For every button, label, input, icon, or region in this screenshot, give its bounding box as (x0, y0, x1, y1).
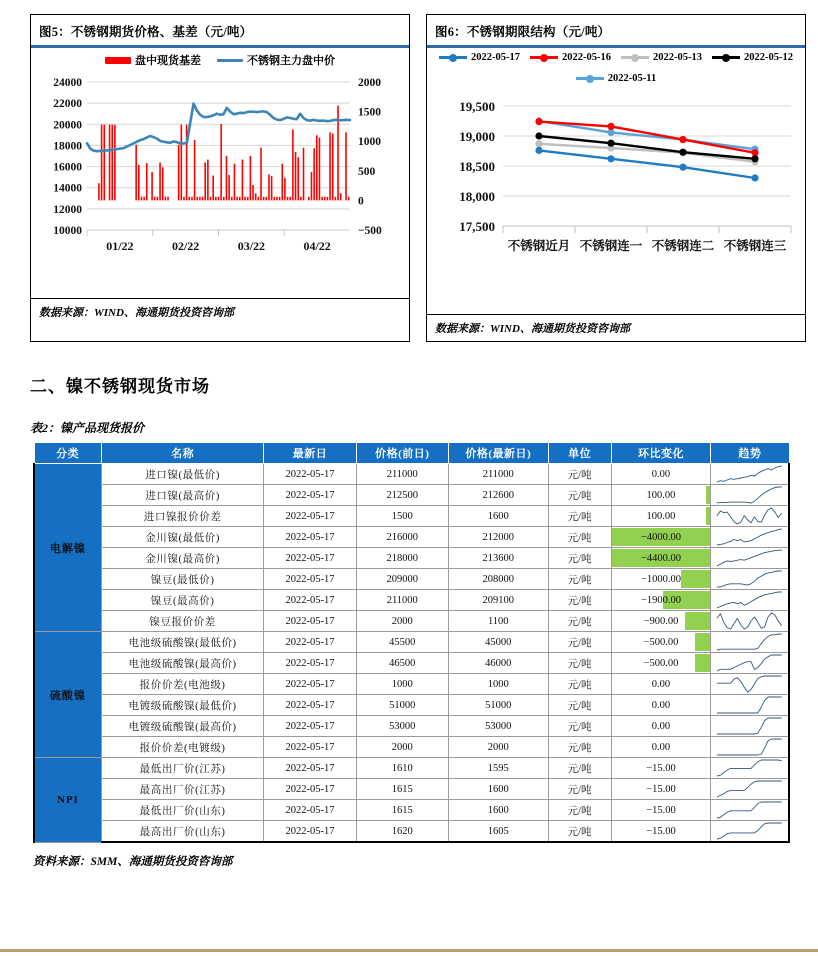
table-header-0: 分类 (34, 443, 101, 464)
row-change-value: −500.00 (643, 636, 679, 648)
x-axis-tick: 01/22 (106, 239, 134, 253)
y-axis-left-tick: 12000 (53, 203, 82, 216)
legend-item-2022-05-16 (530, 52, 611, 63)
x-axis-category: 不锈钢连二 (651, 239, 715, 253)
legend-item-2022-05-12 (712, 52, 793, 63)
row-change (611, 506, 711, 527)
row-date: 2022-05-17 (264, 695, 356, 716)
row-name: 报价价差(电池级) (101, 674, 264, 695)
row-unit: 元/吨 (548, 737, 611, 758)
table-row (34, 485, 789, 506)
row-price-prev: 1615 (356, 779, 448, 800)
series-point-2022-05-12 (751, 155, 758, 162)
sparkline-svg (715, 716, 784, 736)
row-trend-sparkline (711, 569, 789, 590)
row-unit: 元/吨 (548, 779, 611, 800)
legend-label-2022-05-12: 2022-05-12 (744, 52, 793, 63)
row-price-prev: 209000 (356, 569, 448, 590)
y-axis-tick: 18,000 (459, 189, 495, 204)
row-change (611, 590, 711, 611)
table-header-4: 价格(最新日) (448, 443, 548, 464)
legend-marker-2022-05-12 (712, 53, 740, 62)
change-databar (706, 507, 710, 525)
sparkline-svg (715, 737, 784, 757)
row-trend-sparkline (711, 779, 789, 800)
row-price-latest: 46000 (448, 653, 548, 674)
row-name: 电池级硫酸镍(最低价) (101, 632, 264, 653)
legend-item-2022-05-11 (576, 73, 656, 84)
series-point-2022-05-17 (535, 147, 542, 154)
row-date: 2022-05-17 (264, 548, 356, 569)
row-unit: 元/吨 (548, 800, 611, 821)
legend-label-2022-05-16: 2022-05-16 (562, 52, 611, 63)
row-price-prev: 53000 (356, 716, 448, 737)
table-row (34, 506, 789, 527)
row-trend-sparkline (711, 611, 789, 632)
table-row (34, 632, 789, 653)
table-row (34, 758, 789, 779)
row-change (611, 800, 711, 821)
x-axis-category: 不锈钢连三 (723, 239, 787, 253)
row-price-prev: 46500 (356, 653, 448, 674)
table-row (34, 653, 789, 674)
sparkline-svg (715, 632, 784, 652)
row-name: 报价价差(电镀级) (101, 737, 264, 758)
row-price-latest: 1000 (448, 674, 548, 695)
table-header-5: 单位 (548, 443, 611, 464)
change-databar (695, 633, 711, 651)
y-axis-right-tick: 2000 (358, 77, 381, 89)
x-axis-tick: 04/22 (303, 239, 331, 253)
series-point-2022-05-17 (679, 164, 686, 171)
row-unit: 元/吨 (548, 569, 611, 590)
table-header-6: 环比变化 (611, 443, 711, 464)
row-date: 2022-05-17 (264, 506, 356, 527)
row-trend-sparkline (711, 737, 789, 758)
legend-marker-2022-05-13 (621, 53, 649, 62)
sparkline-svg (715, 674, 784, 694)
row-date: 2022-05-17 (264, 653, 356, 674)
figure6-title: 图6：不锈钢期限结构（元/吨） (435, 25, 611, 39)
row-change-value: 0.00 (651, 720, 671, 732)
legend-label-basis: 盘中现货基差 (135, 55, 201, 67)
row-change (611, 779, 711, 800)
legend-label-price: 不锈钢主力盘中价 (247, 55, 335, 67)
sparkline-svg (715, 758, 784, 778)
sparkline-svg (715, 821, 784, 841)
row-price-latest: 213600 (448, 548, 548, 569)
row-price-latest: 51000 (448, 695, 548, 716)
sparkline-svg (715, 653, 784, 673)
sparkline-svg (715, 485, 784, 505)
row-price-prev: 2000 (356, 737, 448, 758)
row-change (611, 611, 711, 632)
row-price-prev: 45500 (356, 632, 448, 653)
row-date: 2022-05-17 (264, 779, 356, 800)
row-price-latest: 1605 (448, 821, 548, 843)
row-price-prev: 2000 (356, 611, 448, 632)
row-change (611, 821, 711, 843)
row-trend-sparkline (711, 674, 789, 695)
sparkline-svg (715, 695, 784, 715)
series-point-2022-05-12 (607, 140, 614, 147)
row-change (611, 485, 711, 506)
row-trend-sparkline (711, 590, 789, 611)
row-date: 2022-05-17 (264, 485, 356, 506)
legend-label-2022-05-11: 2022-05-11 (607, 73, 657, 84)
table-row (34, 716, 789, 737)
figure5-title: 图5：不锈钢期货价格、基差（元/吨） (39, 25, 253, 39)
row-price-prev: 212500 (356, 485, 448, 506)
row-change-value: 0.00 (651, 678, 671, 690)
row-change-value: −15.00 (646, 762, 676, 774)
row-price-latest: 211000 (448, 464, 548, 485)
legend-swatch-price (217, 59, 243, 62)
row-date: 2022-05-17 (264, 569, 356, 590)
series-point-2022-05-12 (679, 149, 686, 156)
row-change-value: 0.00 (651, 468, 671, 480)
row-price-latest: 209100 (448, 590, 548, 611)
row-change-value: 100.00 (646, 489, 676, 501)
row-price-prev: 1500 (356, 506, 448, 527)
figure5-svg (35, 74, 407, 274)
row-unit: 元/吨 (548, 611, 611, 632)
row-unit: 元/吨 (548, 716, 611, 737)
y-axis-tick: 18,500 (459, 159, 495, 174)
row-change (611, 653, 711, 674)
row-price-prev: 51000 (356, 695, 448, 716)
main-price-line (87, 104, 350, 152)
table-header-1: 名称 (101, 443, 264, 464)
table-body (34, 464, 789, 843)
row-change (611, 758, 711, 779)
table-header-row (34, 443, 789, 464)
sparkline-svg (715, 611, 784, 631)
legend-label-2022-05-17: 2022-05-17 (471, 52, 520, 63)
row-change (611, 716, 711, 737)
change-databar (706, 486, 710, 504)
row-unit: 元/吨 (548, 485, 611, 506)
row-price-latest: 53000 (448, 716, 548, 737)
row-price-prev: 216000 (356, 527, 448, 548)
row-name: 电镀级硫酸镍(最高价) (101, 716, 264, 737)
table-header-2: 最新日 (264, 443, 356, 464)
row-date: 2022-05-17 (264, 758, 356, 779)
row-trend-sparkline (711, 506, 789, 527)
row-trend-sparkline (711, 548, 789, 569)
row-price-latest: 208000 (448, 569, 548, 590)
y-axis-left-tick: 24000 (53, 77, 82, 89)
row-date: 2022-05-17 (264, 737, 356, 758)
figure6-legend (427, 48, 805, 86)
row-price-latest: 1595 (448, 758, 548, 779)
row-unit: 元/吨 (548, 548, 611, 569)
row-date: 2022-05-17 (264, 821, 356, 843)
series-point-2022-05-12 (535, 132, 542, 139)
change-databar (685, 612, 711, 630)
legend-item-basis (105, 52, 201, 68)
y-axis-right-tick: 500 (358, 165, 376, 178)
row-trend-sparkline (711, 464, 789, 485)
row-unit: 元/吨 (548, 506, 611, 527)
row-unit: 元/吨 (548, 590, 611, 611)
legend-label-2022-05-13: 2022-05-13 (653, 52, 702, 63)
figure6-panel (426, 14, 806, 342)
row-name: 金川镍(最高价) (101, 548, 264, 569)
y-axis-right-tick: −500 (358, 225, 382, 237)
series-point-2022-05-13 (535, 140, 542, 147)
row-change-value: 0.00 (651, 741, 671, 753)
x-axis-category: 不锈钢连一 (579, 239, 643, 253)
table-row (34, 674, 789, 695)
row-date: 2022-05-17 (264, 674, 356, 695)
row-unit: 元/吨 (548, 674, 611, 695)
row-date: 2022-05-17 (264, 590, 356, 611)
y-axis-right-tick: 0 (358, 195, 364, 208)
row-name: 进口镍(最高价) (101, 485, 264, 506)
figure6-plot (427, 86, 805, 314)
section-heading: 二、镍不锈钢现货市场 (30, 377, 210, 396)
row-date: 2022-05-17 (264, 716, 356, 737)
x-axis-category: 不锈钢近月 (507, 239, 571, 253)
row-name: 金川镍(最低价) (101, 527, 264, 548)
figure6-source: 数据来源：WIND、海通期货投资咨询部 (427, 314, 805, 341)
table-header-7: 趋势 (711, 443, 789, 464)
row-trend-sparkline (711, 716, 789, 737)
table-row (34, 800, 789, 821)
row-name: 最高出厂价(江苏) (101, 779, 264, 800)
table-row (34, 737, 789, 758)
y-axis-left-tick: 20000 (53, 119, 82, 132)
table-row (34, 611, 789, 632)
sparkline-svg (715, 590, 784, 610)
table-row (34, 695, 789, 716)
series-point-2022-05-16 (535, 118, 542, 125)
row-price-latest: 45000 (448, 632, 548, 653)
table-row (34, 548, 789, 569)
row-unit: 元/吨 (548, 464, 611, 485)
row-trend-sparkline (711, 653, 789, 674)
row-change (611, 569, 711, 590)
row-change (611, 464, 711, 485)
row-unit: 元/吨 (548, 695, 611, 716)
row-change-value: −900.00 (643, 615, 679, 627)
legend-item-price (217, 52, 335, 68)
row-name: 镍豆报价价差 (101, 611, 264, 632)
row-price-prev: 218000 (356, 548, 448, 569)
row-trend-sparkline (711, 800, 789, 821)
sparkline-svg (715, 506, 784, 526)
series-point-2022-05-16 (679, 136, 686, 143)
row-date: 2022-05-17 (264, 527, 356, 548)
row-change (611, 737, 711, 758)
row-trend-sparkline (711, 485, 789, 506)
row-name: 进口镍(最低价) (101, 464, 264, 485)
row-name: 电池级硫酸镍(最高价) (101, 653, 264, 674)
y-axis-left-tick: 22000 (53, 98, 82, 111)
table-source: 资料来源：SMM、海通期货投资咨询部 (33, 856, 233, 868)
figure5-source: 数据来源：WIND、海通期货投资咨询部 (31, 298, 409, 325)
legend-marker-2022-05-17 (439, 53, 467, 62)
row-change-value: −15.00 (646, 825, 676, 837)
sparkline-svg (715, 779, 784, 799)
y-axis-tick: 19,000 (459, 129, 495, 144)
legend-item-2022-05-13 (621, 52, 702, 63)
series-point-2022-05-17 (607, 155, 614, 162)
row-change (611, 527, 711, 548)
row-name: 镍豆(最高价) (101, 590, 264, 611)
row-name: 最高出厂价(山东) (101, 821, 264, 843)
row-date: 2022-05-17 (264, 632, 356, 653)
row-change-value: −1000.00 (640, 573, 681, 585)
row-name: 最低出厂价(山东) (101, 800, 264, 821)
figure5-panel (30, 14, 410, 342)
row-change (611, 548, 711, 569)
change-databar (695, 654, 711, 672)
page-bottom-rule (0, 949, 818, 952)
row-trend-sparkline (711, 632, 789, 653)
sparkline-svg (715, 800, 784, 820)
legend-swatch-basis (105, 57, 131, 64)
row-price-prev: 1000 (356, 674, 448, 695)
change-databar (681, 570, 711, 588)
row-price-latest: 212600 (448, 485, 548, 506)
series-point-2022-05-17 (751, 174, 758, 181)
table-row (34, 821, 789, 843)
table-row (34, 779, 789, 800)
row-change (611, 695, 711, 716)
legend-item-2022-05-17 (439, 52, 520, 63)
sparkline-svg (715, 569, 784, 589)
spot-price-table (33, 442, 790, 843)
row-change-value: −1900.00 (640, 594, 681, 606)
y-axis-left-tick: 18000 (53, 140, 82, 153)
legend-marker-2022-05-11 (576, 74, 604, 83)
row-trend-sparkline (711, 527, 789, 548)
figure5-legend (31, 48, 409, 70)
category-cell-NPI: NPI (34, 758, 101, 843)
y-axis-left-tick: 10000 (53, 225, 82, 237)
row-change-value: −15.00 (646, 783, 676, 795)
row-trend-sparkline (711, 821, 789, 843)
y-axis-right-tick: 1500 (358, 106, 381, 119)
row-unit: 元/吨 (548, 821, 611, 843)
row-trend-sparkline (711, 695, 789, 716)
sparkline-svg (715, 548, 784, 568)
category-cell-硫酸镍: 硫酸镍 (34, 632, 101, 758)
y-axis-right-tick: 1000 (358, 136, 381, 149)
row-change-value: −4400.00 (640, 552, 681, 564)
row-change-value: −4000.00 (640, 531, 681, 543)
row-change-value: 0.00 (651, 699, 671, 711)
row-date: 2022-05-17 (264, 800, 356, 821)
table-row (34, 569, 789, 590)
y-axis-tick: 17,500 (459, 219, 495, 234)
figure5-plot (31, 70, 409, 298)
row-unit: 元/吨 (548, 632, 611, 653)
row-change-value: −500.00 (643, 657, 679, 669)
figure6-svg (431, 90, 803, 286)
row-change (611, 674, 711, 695)
row-price-latest: 1600 (448, 800, 548, 821)
table-row (34, 590, 789, 611)
row-change (611, 632, 711, 653)
row-trend-sparkline (711, 758, 789, 779)
sparkline-svg (715, 527, 784, 547)
table-header-3: 价格(前日) (356, 443, 448, 464)
row-price-prev: 1620 (356, 821, 448, 843)
row-name: 电镀级硫酸镍(最低价) (101, 695, 264, 716)
row-price-prev: 1615 (356, 800, 448, 821)
spot-price-table-wrap (0, 442, 818, 843)
row-unit: 元/吨 (548, 653, 611, 674)
series-point-2022-05-16 (607, 123, 614, 130)
row-price-latest: 1600 (448, 779, 548, 800)
row-change-value: −15.00 (646, 804, 676, 816)
row-price-latest: 1600 (448, 506, 548, 527)
row-price-latest: 212000 (448, 527, 548, 548)
row-price-latest: 1100 (448, 611, 548, 632)
row-unit: 元/吨 (548, 758, 611, 779)
table-row (34, 464, 789, 485)
row-price-prev: 1610 (356, 758, 448, 779)
table-caption: 表2：镍产品现货报价 (30, 421, 145, 435)
row-unit: 元/吨 (548, 527, 611, 548)
y-axis-left-tick: 14000 (53, 182, 82, 195)
row-change-value: 100.00 (646, 510, 676, 522)
y-axis-tick: 19,500 (459, 99, 495, 114)
charts-row (0, 0, 818, 342)
row-name: 镍豆(最低价) (101, 569, 264, 590)
row-price-latest: 2000 (448, 737, 548, 758)
legend-marker-2022-05-16 (530, 53, 558, 62)
row-name: 进口镍报价价差 (101, 506, 264, 527)
x-axis-tick: 03/22 (237, 239, 266, 253)
y-axis-left-tick: 16000 (53, 161, 82, 174)
table-row (34, 527, 789, 548)
row-date: 2022-05-17 (264, 611, 356, 632)
row-price-prev: 211000 (356, 590, 448, 611)
series-line-2022-05-17 (539, 150, 755, 178)
x-axis-tick: 02/22 (171, 239, 200, 253)
category-cell-电解镍: 电解镍 (34, 464, 101, 632)
row-date: 2022-05-17 (264, 464, 356, 485)
row-name: 最低出厂价(江苏) (101, 758, 264, 779)
sparkline-svg (715, 464, 784, 484)
row-price-prev: 211000 (356, 464, 448, 485)
